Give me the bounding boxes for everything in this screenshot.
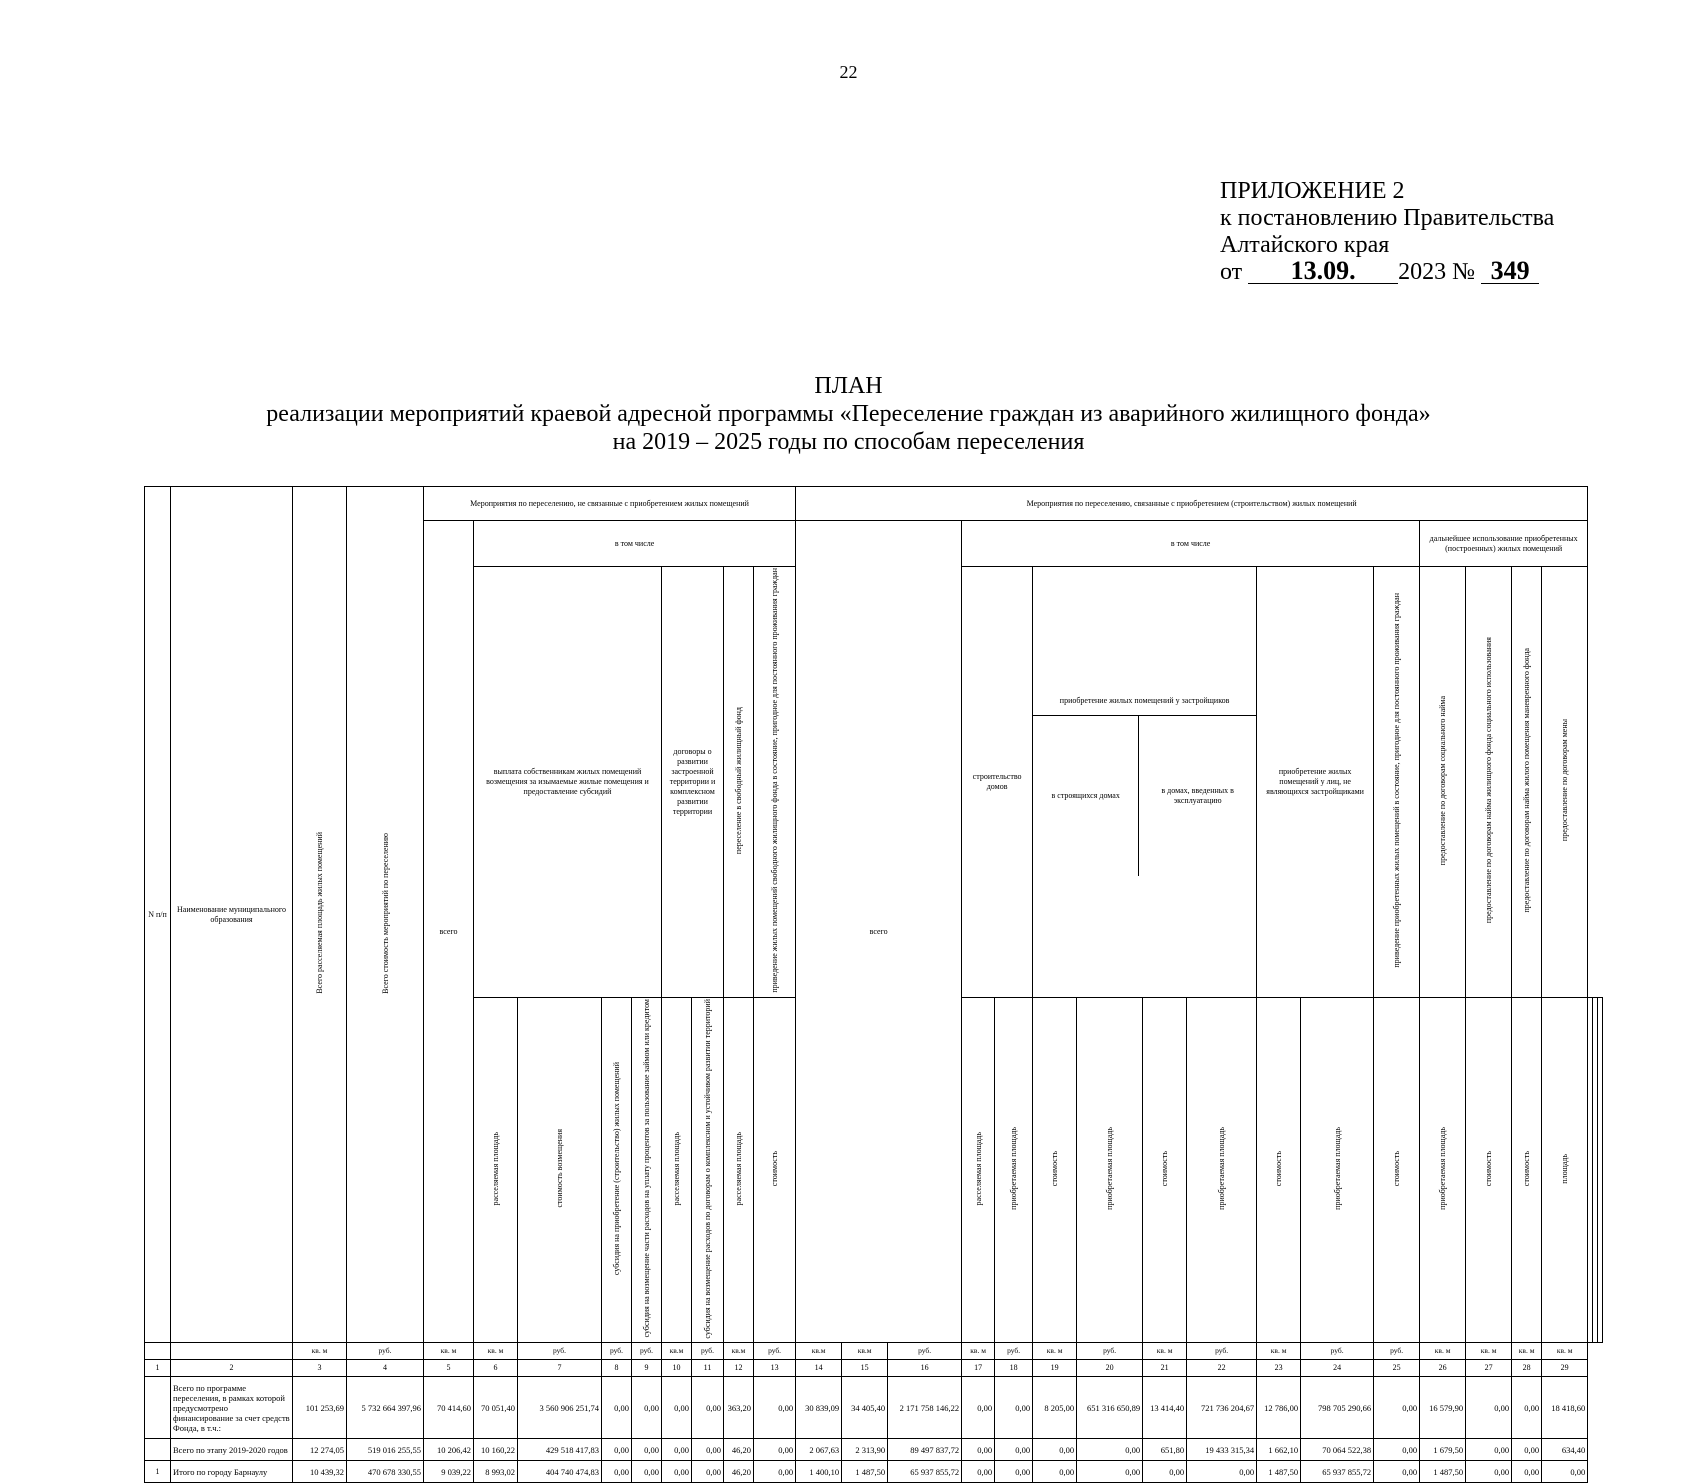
value-cell: 634,40 (1542, 1439, 1588, 1461)
unit-cell: кв. м (1512, 1343, 1542, 1360)
sub-subsidy-interest (632, 997, 662, 1343)
table-body (145, 1377, 1603, 1483)
column-numbers-row (145, 1360, 1603, 1377)
sub-text: приобретаемая площадь (1438, 1127, 1448, 1210)
unit-cell-blank (145, 1343, 171, 1360)
value-cell: 12 786,00 (1257, 1377, 1301, 1439)
unit-cell: руб. (995, 1343, 1033, 1360)
header-dev-acq-group (1033, 567, 1257, 998)
sub-b-cost (1033, 997, 1077, 1343)
sub-text: площадь (1590, 1153, 1593, 1184)
header-a-incl: в том числе (474, 521, 796, 567)
unit-cell: руб. (754, 1343, 796, 1360)
value-cell: 0,00 (692, 1439, 724, 1461)
value-cell: 89 497 837,72 (888, 1439, 962, 1461)
row-number (145, 1439, 171, 1461)
column-number-cell: 14 (796, 1360, 842, 1377)
value-cell: 0,00 (662, 1461, 692, 1483)
value-cell: 9 039,22 (424, 1461, 474, 1483)
value-cell: 0,00 (1466, 1377, 1512, 1439)
sub-text: приобретаемая площадь (1217, 1127, 1227, 1210)
unit-cell: руб. (632, 1343, 662, 1360)
header-total-cost (347, 487, 424, 1343)
sub-text: субсидия на приобретение (строительство) жилых помещений (612, 1061, 621, 1276)
column-number-cell: 22 (1187, 1360, 1257, 1377)
value-cell: 0,00 (662, 1439, 692, 1461)
value-cell: 46,20 (724, 1439, 754, 1461)
header-dev: договоры о развитии застроенной территории и комплексном развитии территории (662, 567, 724, 998)
value-cell: 0,00 (692, 1461, 724, 1483)
header-social-use (1466, 567, 1512, 998)
value-cell: 70 414,60 (424, 1377, 474, 1439)
value-cell: 0,00 (1077, 1461, 1143, 1483)
appendix-date: 13.09. (1248, 259, 1398, 284)
column-number-cell: 26 (1420, 1360, 1466, 1377)
plan-table-wrapper (144, 486, 1603, 1483)
appendix-line-2: к постановлению Правительства (1220, 205, 1555, 231)
header-dev-acq-sub (1033, 716, 1256, 876)
value-cell: 0,00 (1374, 1461, 1420, 1483)
column-number-cell: 13 (754, 1360, 796, 1377)
header-social-use-text: предоставление по договорам найма жилищного фонда социального использования (1484, 637, 1494, 924)
unit-cell: кв. м (424, 1343, 474, 1360)
header-free-bring (754, 567, 796, 998)
value-cell: 0,00 (1033, 1461, 1077, 1483)
value-cell: 10 160,22 (474, 1439, 518, 1461)
unit-cell: руб. (1374, 1343, 1420, 1360)
value-cell: 0,00 (962, 1461, 995, 1483)
row-number (145, 1377, 171, 1439)
value-cell: 19 433 315,34 (1187, 1439, 1257, 1461)
unit-cell: кв. м (1420, 1343, 1466, 1360)
plan-period: на 2019 – 2025 годы по способам переселения (612, 429, 1085, 455)
value-cell: 0,00 (1033, 1439, 1077, 1461)
value-cell: 70 064 522,38 (1301, 1439, 1374, 1461)
value-cell: 0,00 (1187, 1461, 1257, 1483)
page-number: 22 (839, 62, 858, 82)
sub-text: расселяемая площадь (672, 1131, 681, 1206)
value-cell: 65 937 855,72 (1301, 1461, 1374, 1483)
column-number-cell: 19 (1033, 1360, 1077, 1377)
header-dev-acq: приобретение жилых помещений у застройщиков (1033, 687, 1256, 716)
value-cell: 0,00 (632, 1461, 662, 1483)
value-cell: 0,00 (602, 1377, 632, 1439)
value-cell: 1 662,10 (1257, 1439, 1301, 1461)
header-total-cost-text: Всего стоимость мероприятий по переселению (380, 832, 390, 994)
column-number-cell: 4 (347, 1360, 424, 1377)
header-name: Наименование муниципального образования (171, 487, 293, 1343)
value-cell: 1 487,50 (1420, 1461, 1466, 1483)
value-cell: 2 067,63 (796, 1439, 842, 1461)
sub-text: площадь (1600, 1153, 1603, 1184)
value-cell: 0,00 (632, 1439, 662, 1461)
value-cell: 16 579,90 (1420, 1377, 1466, 1439)
value-cell: 0,00 (995, 1377, 1033, 1439)
sub-acq-bring-cost (1512, 997, 1542, 1343)
appendix-number: 349 (1481, 259, 1539, 284)
value-cell: 0,00 (1374, 1439, 1420, 1461)
header-construction: строительство домов (962, 567, 1033, 998)
column-number-cell: 9 (632, 1360, 662, 1377)
unit-cell: кв.м (796, 1343, 842, 1360)
column-number-cell: 16 (888, 1360, 962, 1377)
value-cell: 3 560 906 251,74 (518, 1377, 602, 1439)
header-acq-bring (1374, 567, 1420, 998)
sub-text: приобретаемая площадь (1105, 1127, 1115, 1210)
sub-text: стоимость (1274, 1150, 1284, 1187)
unit-cell: кв. м (474, 1343, 518, 1360)
value-cell: 65 937 855,72 (888, 1461, 962, 1483)
value-cell: 0,00 (692, 1377, 724, 1439)
table-row (145, 1377, 1603, 1439)
unit-cell: кв. м (1033, 1343, 1077, 1360)
column-number-cell: 29 (1542, 1360, 1588, 1377)
plan-table (144, 486, 1603, 1483)
value-cell: 34 405,40 (842, 1377, 888, 1439)
sub-text: расселяемая площадь (734, 1131, 743, 1206)
header-maneuver-text: предоставление по договорам найма жилого помещения маневренного фонда (1522, 648, 1532, 913)
header-social (1420, 567, 1466, 998)
value-cell: 101 253,69 (293, 1377, 347, 1439)
sub-a-resettled-area-1 (474, 997, 518, 1343)
header-further: дальнейшее использование приобретенных (построенных) жилых помещений (1420, 521, 1588, 567)
plan-title-block (0, 372, 1697, 456)
column-number-cell: 5 (424, 1360, 474, 1377)
column-number-cell: 21 (1143, 1360, 1187, 1377)
header-total-area-text: Всего расселяемая площадь жилых помещений (315, 832, 324, 994)
value-cell: 18 418,60 (1542, 1377, 1588, 1439)
header-group-a: Мероприятия по переселению, не связанные с приобретением жилых помещений (424, 487, 796, 521)
sub-text: приобретаемая площадь (1009, 1127, 1019, 1210)
header-payout: выплата собственникам жилых помещений возмещения за изымаемые жилые помещения и предоставление субсидий (474, 567, 662, 998)
value-cell: 0,00 (962, 1377, 995, 1439)
value-cell: 10 439,32 (293, 1461, 347, 1483)
value-cell: 0,00 (602, 1461, 632, 1483)
value-cell: 429 518 417,83 (518, 1439, 602, 1461)
value-cell: 0,00 (602, 1439, 632, 1461)
value-cell: 2 313,90 (842, 1439, 888, 1461)
sub-text: субсидия на возмещение части расходов на уплату процентов за пользование займом или кредитом (642, 999, 651, 1338)
sub-nondev-cost (1466, 997, 1512, 1343)
unit-cell: руб. (1301, 1343, 1374, 1360)
column-number-cell: 24 (1301, 1360, 1374, 1377)
value-cell: 0,00 (754, 1377, 796, 1439)
sub-b-acquired (995, 997, 1033, 1343)
unit-cell: кв.м (662, 1343, 692, 1360)
unit-cell: кв. м (1257, 1343, 1301, 1360)
column-number-cell: 7 (518, 1360, 602, 1377)
table-row (145, 1439, 1603, 1461)
value-cell: 651,80 (1143, 1439, 1187, 1461)
value-cell: 0,00 (1466, 1461, 1512, 1483)
sub-dev-area (662, 997, 692, 1343)
sub-social-area (1542, 997, 1588, 1343)
appendix-title: ПРИЛОЖЕНИЕ 2 (1220, 178, 1405, 204)
sub-subsidy-dev (692, 997, 724, 1343)
plan-title: ПЛАН (814, 373, 883, 399)
header-exchange (1542, 567, 1588, 998)
row-name: Всего по программе переселения, в рамках которой предусмотрено финансирование за счет средств Фонда, в т.ч.: (171, 1377, 293, 1439)
header-group-b: Мероприятия по переселению, связанные с приобретением (строительством) жилых помещений (796, 487, 1588, 521)
value-cell: 0,00 (754, 1439, 796, 1461)
sub-text: расселяемая площадь (973, 1131, 983, 1206)
header-social-text: предоставление по договорам социального найма (1438, 695, 1448, 865)
header-in-building: в строящихся домах (1033, 716, 1139, 876)
header-num: N п/п (145, 487, 171, 1343)
sub-constr-cost (1143, 997, 1187, 1343)
column-number-cell: 10 (662, 1360, 692, 1377)
sub-inop-area (1301, 997, 1374, 1343)
value-cell: 0,00 (1512, 1377, 1542, 1439)
value-cell: 46,20 (724, 1461, 754, 1483)
value-cell: 1 400,10 (796, 1461, 842, 1483)
column-number-cell: 2 (171, 1360, 293, 1377)
column-number-cell: 23 (1257, 1360, 1301, 1377)
value-cell: 651 316 650,89 (1077, 1377, 1143, 1439)
value-cell: 404 740 474,83 (518, 1461, 602, 1483)
column-number-cell: 17 (962, 1360, 995, 1377)
value-cell: 798 705 290,66 (1301, 1377, 1374, 1439)
header-maneuver (1512, 567, 1542, 998)
unit-cell: кв.м (842, 1343, 888, 1360)
unit-cell: кв. м (1542, 1343, 1588, 1360)
value-cell: 8 993,02 (474, 1461, 518, 1483)
sub-inbuild-cost (1257, 997, 1301, 1343)
header-free-bring-text: приведение жилых помещений свободного жилищного фонда в состояние, пригодное для постоянного проживания граждан (770, 568, 780, 993)
value-cell: 13 414,40 (1143, 1377, 1187, 1439)
value-cell: 1 487,50 (1257, 1461, 1301, 1483)
appendix-date-line (1220, 256, 1554, 286)
header-a-total: всего (424, 521, 474, 1343)
column-number-cell: 25 (1374, 1360, 1420, 1377)
unit-cell: руб. (518, 1343, 602, 1360)
header-free-fund-text: переселение в свободный жилищный фонд (734, 706, 743, 854)
value-cell: 0,00 (995, 1461, 1033, 1483)
column-number-cell: 11 (692, 1360, 724, 1377)
appendix-line-3: Алтайского края (1220, 232, 1390, 258)
unit-cell: руб. (888, 1343, 962, 1360)
sub-exchange-area (1598, 997, 1603, 1343)
value-cell: 8 205,00 (1033, 1377, 1077, 1439)
value-cell: 12 274,05 (293, 1439, 347, 1461)
value-cell: 363,20 (724, 1377, 754, 1439)
value-cell: 70 051,40 (474, 1377, 518, 1439)
unit-cell: кв. м (962, 1343, 995, 1360)
unit-cell: руб. (692, 1343, 724, 1360)
column-number-cell: 15 (842, 1360, 888, 1377)
value-cell: 519 016 255,55 (347, 1439, 424, 1461)
value-cell: 2 171 758 146,22 (888, 1377, 962, 1439)
unit-cell: руб. (602, 1343, 632, 1360)
sub-nondev-area (1420, 997, 1466, 1343)
sub-free-area (724, 997, 754, 1343)
column-number-cell: 20 (1077, 1360, 1143, 1377)
unit-cell: кв. м (1466, 1343, 1512, 1360)
sub-free-cost (754, 997, 796, 1343)
value-cell: 10 206,42 (424, 1439, 474, 1461)
plan-subtitle: реализации мероприятий краевой адресной программы «Переселение граждан из аварийного жилищного фонда» (266, 401, 1431, 427)
value-cell: 0,00 (662, 1377, 692, 1439)
value-cell: 0,00 (1143, 1461, 1187, 1483)
sub-inop-cost (1374, 997, 1420, 1343)
value-cell: 470 678 330,55 (347, 1461, 424, 1483)
sub-subsidy-build (602, 997, 632, 1343)
value-cell: 0,00 (962, 1439, 995, 1461)
header-free-fund (724, 567, 754, 998)
appendix-block (1220, 178, 1554, 286)
value-cell: 0,00 (754, 1461, 796, 1483)
column-number-cell: 27 (1466, 1360, 1512, 1377)
value-cell: 5 732 664 397,96 (347, 1377, 424, 1439)
appendix-from-label: от (1220, 259, 1243, 285)
unit-cell: кв. м (293, 1343, 347, 1360)
column-number-cell: 6 (474, 1360, 518, 1377)
sub-text: стоимость возмещения (555, 1129, 564, 1208)
sub-text: расселяемая площадь (491, 1131, 500, 1206)
unit-cell-blank (171, 1343, 293, 1360)
column-number-cell: 12 (724, 1360, 754, 1377)
column-number-cell: 28 (1512, 1360, 1542, 1377)
value-cell: 0,00 (1374, 1377, 1420, 1439)
units-row (145, 1343, 1603, 1360)
value-cell: 0,00 (1466, 1439, 1512, 1461)
value-cell: 1 679,50 (1420, 1439, 1466, 1461)
sub-text: субсидия на возмещение расходов по договорам о комплексном и устойчивом развитии территорий (703, 998, 712, 1339)
row-name: Итого по городу Барнаулу (171, 1461, 293, 1483)
unit-cell: руб. (1077, 1343, 1143, 1360)
header-non-dev: приобретение жилых помещений у лиц, не являющихся застройщиками (1257, 567, 1374, 998)
value-cell: 0,00 (1512, 1461, 1542, 1483)
sub-constr-area (1077, 997, 1143, 1343)
value-cell: 0,00 (995, 1439, 1033, 1461)
unit-cell: руб. (1187, 1343, 1257, 1360)
value-cell: 0,00 (1077, 1439, 1143, 1461)
row-number: 1 (145, 1461, 171, 1483)
header-total-area (293, 487, 347, 1343)
value-cell: 30 839,09 (796, 1377, 842, 1439)
column-number-cell: 8 (602, 1360, 632, 1377)
column-number-cell: 3 (293, 1360, 347, 1377)
unit-cell: руб. (347, 1343, 424, 1360)
sub-text: стоимость (1484, 1150, 1494, 1187)
value-cell: 1 487,50 (842, 1461, 888, 1483)
header-exchange-text: предоставление по договорам мены (1560, 719, 1570, 842)
value-cell: 0,00 (1542, 1461, 1588, 1483)
value-cell: 0,00 (632, 1377, 662, 1439)
unit-cell: кв. м (1143, 1343, 1187, 1360)
header-b-total: всего (796, 521, 962, 1343)
value-cell: 0,00 (1512, 1439, 1542, 1461)
sub-b-resettled (962, 997, 995, 1343)
column-number-cell: 1 (145, 1360, 171, 1377)
header-in-operated: в домах, введенных в эксплуатацию (1161, 786, 1234, 806)
table-row (145, 1461, 1603, 1483)
header-acq-bring-text: приведение приобретенных жилых помещений в состояние, пригодное для постоянного проживания граждан (1392, 593, 1402, 968)
sub-text: стоимость (1392, 1150, 1402, 1187)
unit-cell: кв.м (724, 1343, 754, 1360)
sub-text: площадь (1560, 1153, 1570, 1184)
column-number-cell: 18 (995, 1360, 1033, 1377)
row-name: Всего по этапу 2019-2020 годов (171, 1439, 293, 1461)
sub-text: стоимость (1522, 1150, 1532, 1187)
header-b-incl: в том числе (962, 521, 1420, 567)
sub-comp-cost (518, 997, 602, 1343)
sub-text: стоимость (1160, 1150, 1170, 1187)
sub-text: приобретаемая площадь (1332, 1127, 1342, 1210)
value-cell: 721 736 204,67 (1187, 1377, 1257, 1439)
appendix-year: 2023 № (1398, 259, 1476, 285)
sub-inbuild-area (1187, 997, 1257, 1343)
sub-text: площадь (1595, 1153, 1598, 1184)
sub-text: стоимость (770, 1150, 780, 1187)
sub-text: стоимость (1050, 1150, 1060, 1187)
